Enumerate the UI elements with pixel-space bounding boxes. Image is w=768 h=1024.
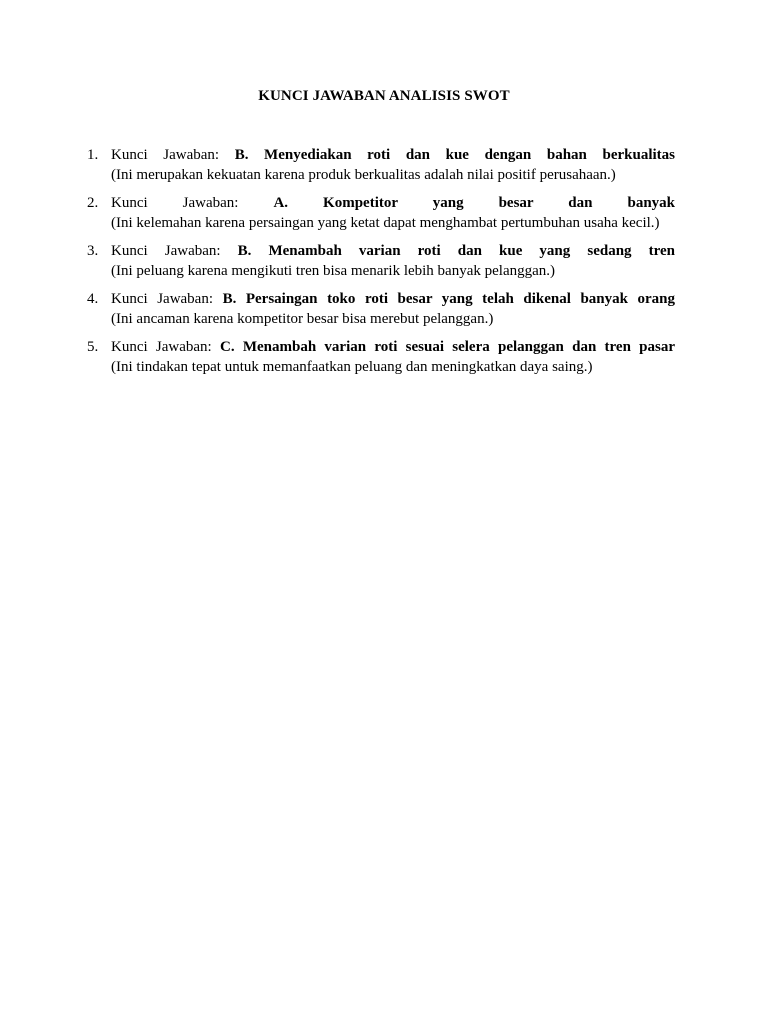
answer-line	[111, 194, 675, 214]
answer-prefix: Kunci Jawaban:	[111, 243, 221, 259]
answer-line	[111, 338, 675, 358]
answer-number: 5.	[87, 339, 99, 355]
answer-list	[0, 146, 768, 386]
answer-line	[111, 242, 675, 262]
answer-item	[0, 194, 768, 233]
answer-key: B. Menambah varian roti dan kue yang sedang tren	[237, 243, 675, 259]
answer-key: B. Persaingan toko roti besar yang telah dikenal banyak orang	[222, 291, 676, 307]
answer-body	[111, 146, 675, 185]
answer-body	[111, 338, 675, 377]
answer-prefix: Kunci Jawaban:	[111, 147, 220, 163]
answer-explanation: (Ini merupakan kekuatan karena produk berkualitas adalah nilai positif perusahaan.)	[111, 166, 616, 183]
answer-explanation: (Ini peluang karena mengikuti tren bisa menarik lebih banyak pelanggan.)	[111, 262, 556, 279]
answer-line	[111, 146, 675, 166]
answer-explanation: (Ini tindakan tepat untuk memanfaatkan peluang dan meningkatkan daya saing.)	[111, 358, 593, 375]
answer-item	[0, 242, 768, 281]
answer-key: C. Menambah varian roti sesuai selera pelanggan dan tren pasar	[220, 339, 676, 355]
answer-key: A. Kompetitor yang besar dan banyak	[273, 195, 676, 211]
answer-number: 4.	[87, 291, 99, 307]
answer-item	[0, 338, 768, 377]
answer-body	[111, 290, 675, 329]
answer-number: 3.	[87, 243, 99, 259]
answer-item	[0, 146, 768, 185]
answer-number: 1.	[87, 147, 99, 163]
answer-body	[111, 242, 675, 281]
answer-explanation: (Ini ancaman karena kompetitor besar bisa merebut pelanggan.)	[111, 310, 494, 327]
answer-prefix: Kunci Jawaban:	[111, 291, 214, 307]
answer-prefix: Kunci Jawaban:	[111, 195, 239, 211]
answer-body	[111, 194, 675, 233]
document-title: KUNCI JAWABAN ANALISIS SWOT	[258, 88, 510, 104]
answer-prefix: Kunci Jawaban:	[111, 339, 212, 355]
answer-item	[0, 290, 768, 329]
answer-explanation: (Ini kelemahan karena persaingan yang ketat dapat menghambat pertumbuhan usaha kecil.)	[111, 214, 660, 231]
answer-key: B. Menyediakan roti dan kue dengan bahan berkualitas	[234, 147, 676, 163]
answer-number: 2.	[87, 195, 99, 211]
answer-line	[111, 290, 675, 310]
